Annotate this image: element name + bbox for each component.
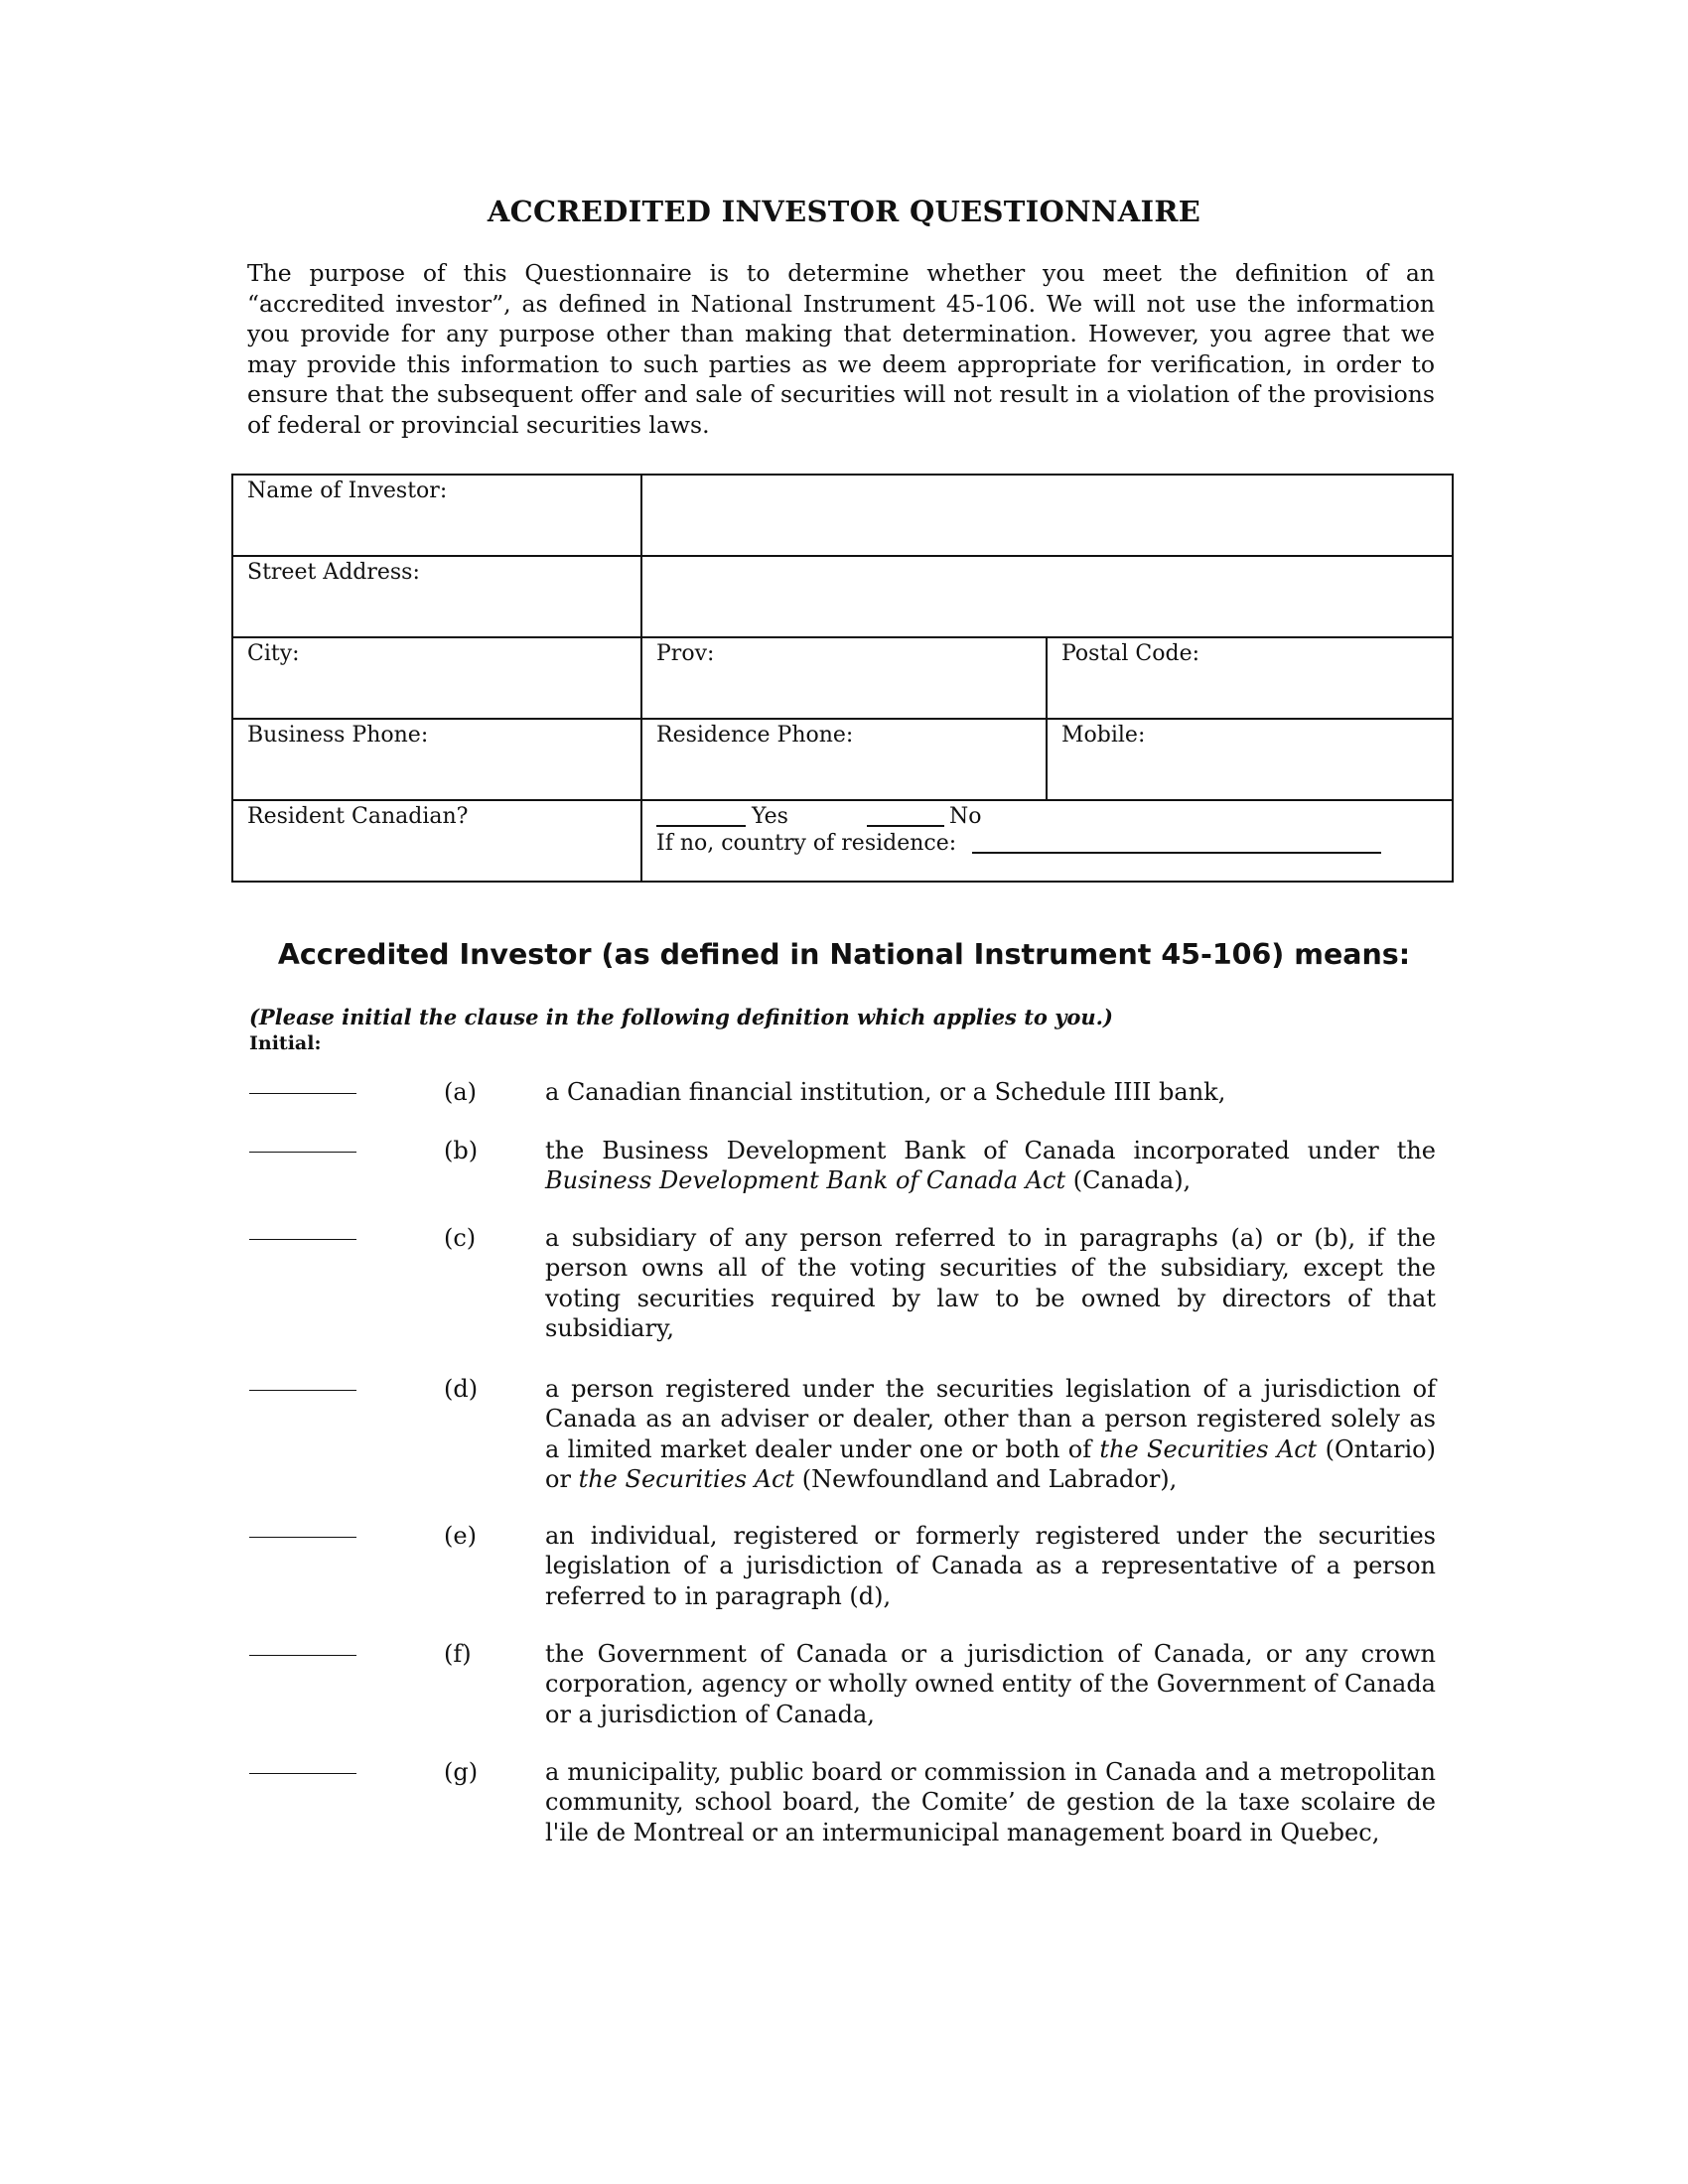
clause-text	[545, 1077, 1436, 1107]
no-blank[interactable]	[867, 807, 944, 827]
yes-blank[interactable]	[656, 807, 746, 827]
initial-blank[interactable]	[249, 1093, 356, 1094]
clause-text-part: a subsidiary of any person referred to in paragraphs (a) or (b), if the person owns all of the voting securities of the subsidiary, except the voting securities required by law to be owned by directors of that subsidiary,	[545, 1224, 1436, 1343]
initial-blank[interactable]	[249, 1390, 356, 1391]
business-phone-field[interactable]	[232, 719, 641, 800]
street-field[interactable]	[641, 556, 1453, 637]
initial-blank[interactable]	[249, 1773, 356, 1774]
table-row	[232, 475, 1453, 556]
country-blank[interactable]	[972, 834, 1381, 854]
residence-phone-field[interactable]	[641, 719, 1047, 800]
prov-field[interactable]	[641, 637, 1047, 719]
clause-italic-text: the Securities Act	[1099, 1434, 1318, 1463]
clause-letter: (e)	[444, 1522, 477, 1550]
city-field[interactable]	[232, 637, 641, 719]
intro-paragraph: The purpose of this Questionnaire is to determine whether you meet the definition of an “accredited investor”, as defined in National Instrument 45-106. We will not use the information you provide for any purpose other than making that determination. However, you agree that we may provide this information to such parties as we deem appropriate for verification, in order to ensure that the subsequent offer and sale of securities will not result in a violation of the provisions of federal or provincial securities laws.	[247, 259, 1435, 439]
mobile-field[interactable]	[1047, 719, 1453, 800]
table-row	[232, 719, 1453, 800]
initial-blank[interactable]	[249, 1152, 356, 1153]
page-title: ACCREDITED INVESTOR QUESTIONNAIRE	[487, 195, 1201, 228]
country-label: If no, country of residence:	[656, 831, 957, 856]
clause-letter: (c)	[444, 1224, 477, 1252]
investor-info-table	[231, 474, 1454, 883]
clause-letter: (d)	[444, 1375, 479, 1403]
clause-italic-text: the Securities Act	[578, 1465, 795, 1494]
mobile-label: Mobile:	[1061, 723, 1146, 748]
city-label: City:	[247, 641, 300, 666]
clause-letter: (a)	[444, 1078, 478, 1106]
clause-letter: (g)	[444, 1758, 479, 1786]
no-label: No	[949, 804, 982, 829]
clause-text-part: the Government of Canada or a jurisdiction of Canada, or any crown corporation, agency or wholly owned entity of the Government of Canada or a jurisdiction of Canada,	[545, 1640, 1436, 1728]
resident-label: Resident Canadian?	[232, 800, 641, 882]
table-row	[232, 800, 1453, 882]
clause-text	[545, 1521, 1436, 1611]
clause-text	[545, 1757, 1436, 1847]
name-field[interactable]	[641, 475, 1453, 556]
clause-letter: (f)	[444, 1640, 472, 1668]
clause-text	[545, 1374, 1436, 1495]
street-label: Street Address:	[232, 556, 641, 637]
clause-text	[545, 1136, 1436, 1196]
name-label: Name of Investor:	[232, 475, 641, 556]
clause-text-part: a person registered under the securities legislation of a jurisdiction of Canada as an adviser or dealer, other than a person registered solely as a limited market dealer under one or both of	[545, 1375, 1436, 1463]
clause-text	[545, 1639, 1436, 1729]
resident-answer-cell	[641, 800, 1453, 882]
clause-text-part: (Canada),	[1065, 1166, 1192, 1195]
clause-letter: (b)	[444, 1137, 479, 1164]
clause-text-part: an individual, registered or formerly registered under the securities legislation of a jurisdiction of Canada as a representative of a person referred to in paragraph (d),	[545, 1522, 1436, 1610]
prov-label: Prov:	[656, 641, 715, 666]
yes-label: Yes	[752, 804, 788, 829]
initial-blank[interactable]	[249, 1655, 356, 1656]
section-heading: Accredited Investor (as defined in National Instrument 45-106) means:	[277, 938, 1411, 971]
clause-text-part: a municipality, public board or commission in Canada and a metropolitan community, school board, the Comite’ de gestion de la taxe scolaire de l'ile de Montreal or an intermunicipal management board in Quebec,	[545, 1758, 1436, 1846]
business-phone-label: Business Phone:	[247, 723, 429, 748]
clause-italic-text: Business Development Bank of Canada Act	[545, 1166, 1066, 1195]
initial-blank[interactable]	[249, 1239, 356, 1240]
initial-label: Initial:	[249, 1032, 322, 1054]
table-row	[232, 637, 1453, 719]
initial-blank[interactable]	[249, 1537, 356, 1538]
instruction-text: (Please initial the clause in the following definition which applies to you.)	[249, 1005, 1113, 1029]
residence-phone-label: Residence Phone:	[656, 723, 854, 748]
clause-text-part: a Canadian financial institution, or a Schedule IIII bank,	[545, 1078, 1226, 1106]
clause-text-part: the Business Development Bank of Canada incorporated under the	[545, 1137, 1436, 1164]
postal-code-label: Postal Code:	[1061, 641, 1200, 666]
postal-code-field[interactable]	[1047, 637, 1453, 719]
table-row	[232, 556, 1453, 637]
clause-text-part: (Ontario) or	[545, 1434, 1436, 1494]
clause-text	[545, 1223, 1436, 1344]
clause-text-part: (Newfoundland and Labrador),	[794, 1465, 1178, 1494]
